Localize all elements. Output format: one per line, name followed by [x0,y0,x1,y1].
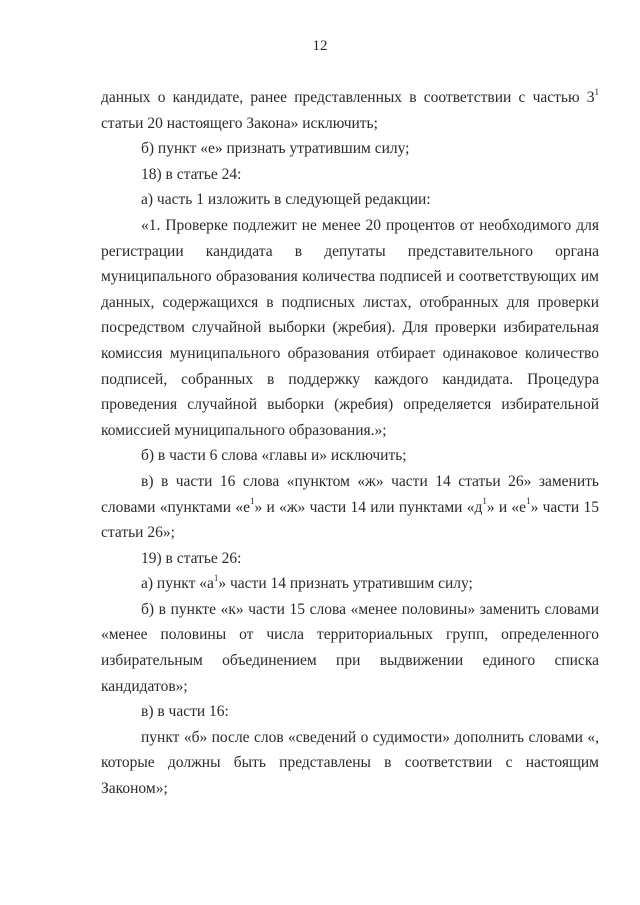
text-segment: а) пункт «а [141,575,214,593]
paragraph-item-a: а) часть 1 изложить в следующей редакции: [141,191,431,209]
paragraph-item-18: 18) в статье 24: [141,165,242,183]
page-number: 12 [312,38,328,54]
text-segment: в) в части 16 слова «пунктом «ж» части 14 статьи 26» заменить словами «пунктами «е [101,472,599,516]
superscript: 1 [213,573,219,584]
superscript: 1 [250,496,255,507]
superscript: 1 [526,496,531,507]
text-segment: » и «е [486,498,527,516]
text-segment: » части 14 признать утратившим силу; [218,575,473,593]
paragraph-item-b-part15: б) в пункте «к» части 15 слова «менее половины» заменить словами «менее половины от числа территориальных групп, определенного избирательным объединением при выдвижении единого списка кандидатов»; [101,600,599,695]
paragraph-continuation [101,85,599,136]
superscript: 1 [482,496,487,507]
paragraph-item-b-sudimost: пункт «б» после слов «сведений о судимости» дополнить словами «, которые должны быть представлены в соответствии с настоящим Законом»; [101,728,599,798]
paragraph-item-v-part16 [101,469,599,546]
paragraph-item-a-part14 [101,571,599,597]
superscript: 1 [594,86,599,97]
paragraph-item-19: 19) в статье 26: [141,549,242,567]
paragraph-item-b-part6: б) в части 6 слова «главы и» исключить; [141,447,407,465]
text-segment: данных о кандидате, ранее представленных в соответствии с частью 3 [101,89,595,106]
text-segment: » части 15 статьи 26»; [101,498,599,542]
text-segment: статьи 20 настоящего Закона» исключить; [101,114,378,132]
text-segment: » и «ж» части 14 или пунктами «д [254,498,483,516]
paragraph-item-v-part16-header: в) в части 16: [141,703,229,721]
paragraph-quoted-text: «1. Проверке подлежит не менее 20 процентов от необходимого для регистрации кандидата в депутаты представительного органа муниципального образования количества подписей и соответствующих им данных, содержащихся в подписных листах, отобранных для проверки посредством случайной выборки (жребия). Для проверки избирательная комиссия муниципального образования отбирает одинаковое количество подписей, собранных в поддержку каждого кандидата. Процедура проведения случайной выборки (жребия) определяется избирательной комиссией муниципального образования.»; [101,216,599,439]
paragraph-item-b: б) пункт «е» признать утратившим силу; [141,140,410,158]
document-body [101,85,599,802]
